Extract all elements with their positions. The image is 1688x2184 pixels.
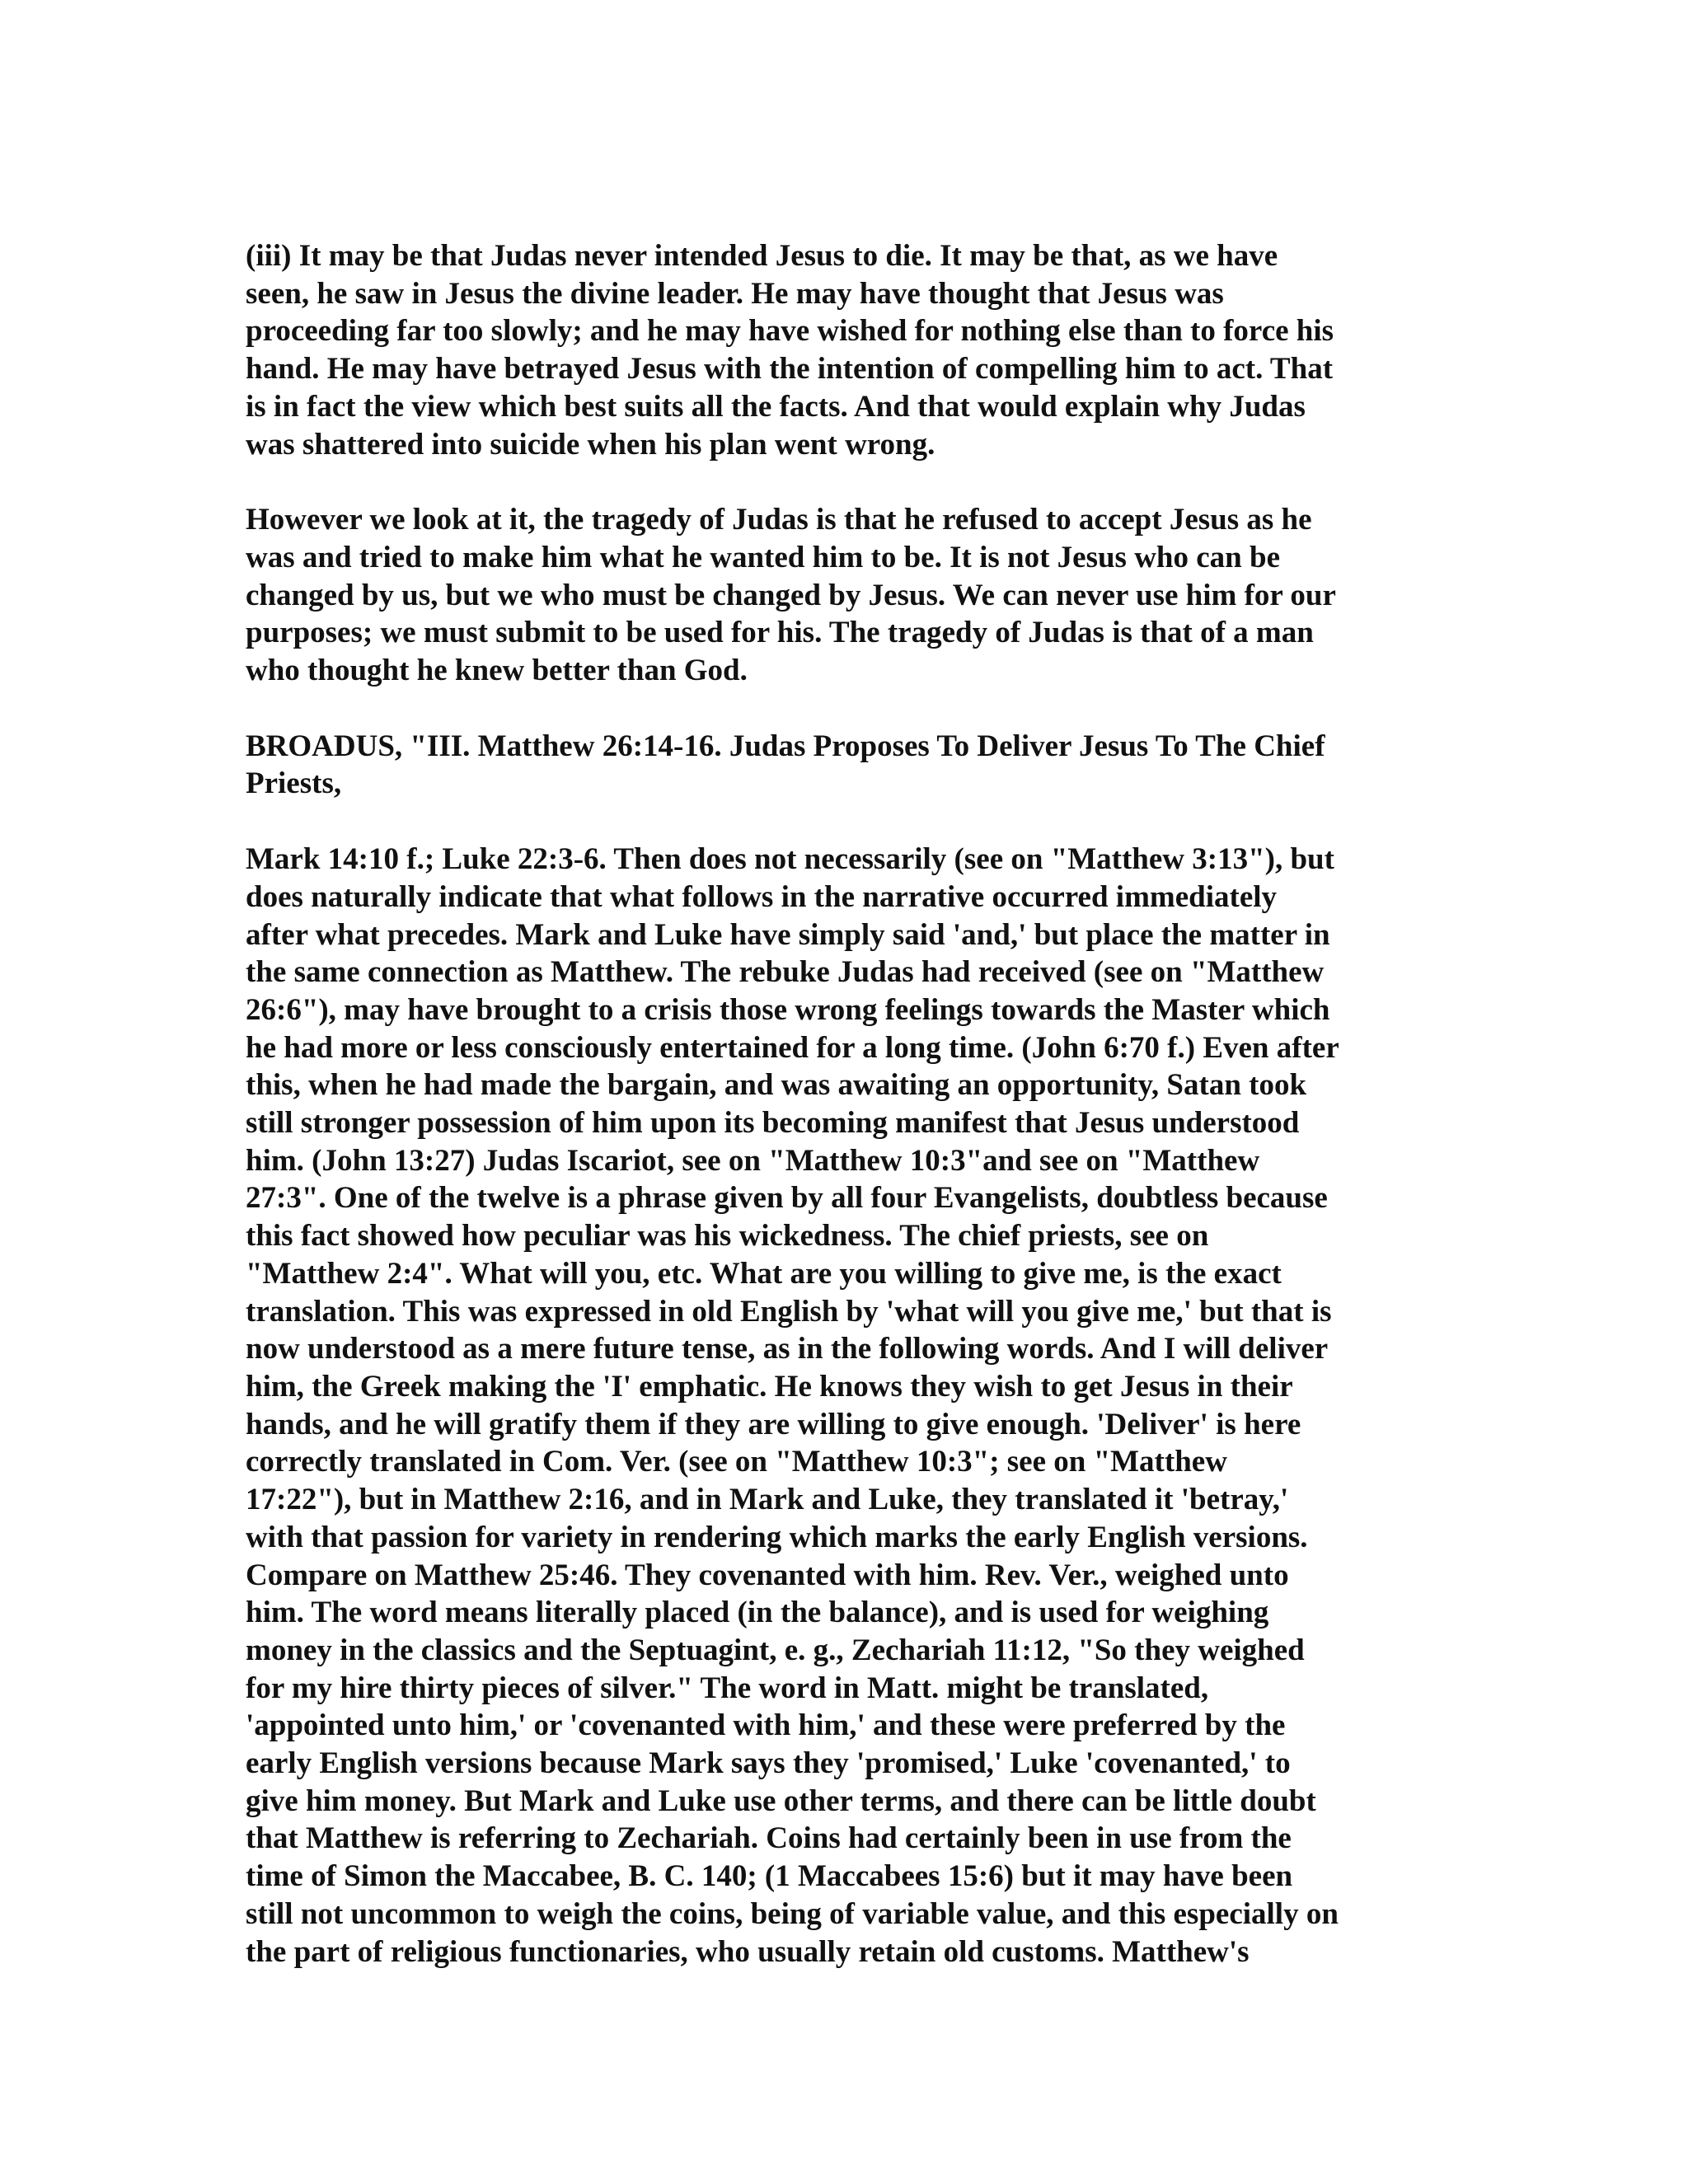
text-line: this, when he had made the bargain, and was awaiting an opportunity, Satan took: [246, 1068, 1307, 1103]
section-heading-broadus: [246, 728, 1424, 803]
text-line: 'appointed unto him,' or 'covenanted with him,' and these were preferred by the: [246, 1708, 1286, 1743]
text-line: him. (John 13:27) Judas Iscariot, see on "Matthew 10:3"and see on "Matthew: [246, 1143, 1260, 1178]
heading-line: Priests,: [246, 766, 342, 801]
text-line: early English versions because Mark says they 'promised,' Luke 'covenanted,' to: [246, 1746, 1291, 1781]
text-line: he had more or less consciously entertained for a long time. (John 6:70 f.) Even after: [246, 1030, 1339, 1065]
text-line: translation. This was expressed in old English by 'what will you give me,' but that is: [246, 1294, 1332, 1329]
text-line: purposes; we must submit to be used for his. The tragedy of Judas is that of a man: [246, 616, 1314, 650]
text-line: is in fact the view which best suits all the facts. And that would explain why Judas: [246, 389, 1306, 424]
text-line: him. The word means literally placed (in the balance), and is used for weighing: [246, 1596, 1269, 1630]
text-line: was and tried to make him what he wanted him to be. It is not Jesus who can be: [246, 540, 1281, 574]
heading-line: BROADUS, "III. Matthew 26:14-16. Judas Proposes To Deliver Jesus To The Chief: [246, 729, 1325, 763]
text-line: still stronger possession of him upon its becoming manifest that Jesus understood: [246, 1106, 1300, 1141]
text-line: time of Simon the Maccabee, B. C. 140; (1 Maccabees 15:6) but it may have been: [246, 1859, 1293, 1894]
text-line: 26:6"), may have brought to a crisis those wrong feelings towards the Master which: [246, 992, 1330, 1027]
text-line: "Matthew 2:4". What will you, etc. What are you willing to give me, is the exact: [246, 1256, 1282, 1291]
text-line: who thought he knew better than God.: [246, 654, 748, 688]
text-line: the part of religious functionaries, who usually retain old customs. Matthew's: [246, 1934, 1250, 1969]
text-line: 17:22"), but in Matthew 2:16, and in Mark and Luke, they translated it 'betray,': [246, 1483, 1289, 1517]
text-line: give him money. But Mark and Luke use other terms, and there can be little doubt: [246, 1783, 1316, 1818]
text-line: with that passion for variety in rendering which marks the early English versions.: [246, 1520, 1308, 1554]
text-line: 27:3". One of the twelve is a phrase given by all four Evangelists, doubtless because: [246, 1181, 1328, 1216]
text-line: still not uncommon to weigh the coins, being of variable value, and this especially on: [246, 1896, 1339, 1931]
text-line: (iii) It may be that Judas never intended Jesus to die. It may be that, as we have: [246, 239, 1278, 273]
text-line: after what precedes. Mark and Luke have simply said 'and,' but place the matter in: [246, 917, 1330, 952]
text-line: proceeding far too slowly; and he may have wished for nothing else than to force his: [246, 314, 1334, 349]
text-line: that Matthew is referring to Zechariah. Coins had certainly been in use from the: [246, 1821, 1292, 1856]
text-line: the same connection as Matthew. The rebuke Judas had received (see on "Matthew: [246, 955, 1325, 990]
text-line: does naturally indicate that what follows in the narrative occurred immediately: [246, 879, 1278, 914]
text-line: hand. He may have betrayed Jesus with the intention of compelling him to act. That: [246, 352, 1334, 387]
text-line: for my hire thirty pieces of silver." The word in Matt. might be translated,: [246, 1671, 1209, 1705]
text-line: hands, and he will gratify them if they are willing to give enough. 'Deliver' is here: [246, 1407, 1301, 1441]
paragraph-judas-intention: [246, 237, 1424, 463]
text-line: was shattered into suicide when his plan went wrong.: [246, 427, 935, 462]
text-line: changed by us, but we who must be changed by Jesus. We can never use him for our: [246, 578, 1336, 612]
paragraph-tragedy-of-judas: [246, 501, 1424, 690]
text-line: However we look at it, the tragedy of Judas is that he refused to accept Jesus as he: [246, 503, 1312, 537]
document-body: [246, 237, 1424, 2008]
text-line: him, the Greek making the 'I' emphatic. He knows they wish to get Jesus in their: [246, 1369, 1293, 1404]
text-line: this fact showed how peculiar was his wickedness. The chief priests, see on: [246, 1219, 1209, 1254]
text-line: Mark 14:10 f.; Luke 22:3-6. Then does not necessarily (see on "Matthew 3:13"), but: [246, 842, 1334, 877]
text-line: money in the classics and the Septuagint, e. g., Zechariah 11:12, "So they weighed: [246, 1633, 1305, 1667]
paragraph-broadus-commentary: [246, 841, 1424, 1971]
text-line: seen, he saw in Jesus the divine leader. He may have thought that Jesus was: [246, 276, 1224, 311]
text-line: Compare on Matthew 25:46. They covenanted with him. Rev. Ver., weighed unto: [246, 1558, 1289, 1592]
text-line: now understood as a mere future tense, as in the following words. And I will deliver: [246, 1332, 1329, 1366]
text-line: correctly translated in Com. Ver. (see on "Matthew 10:3"; see on "Matthew: [246, 1445, 1227, 1479]
